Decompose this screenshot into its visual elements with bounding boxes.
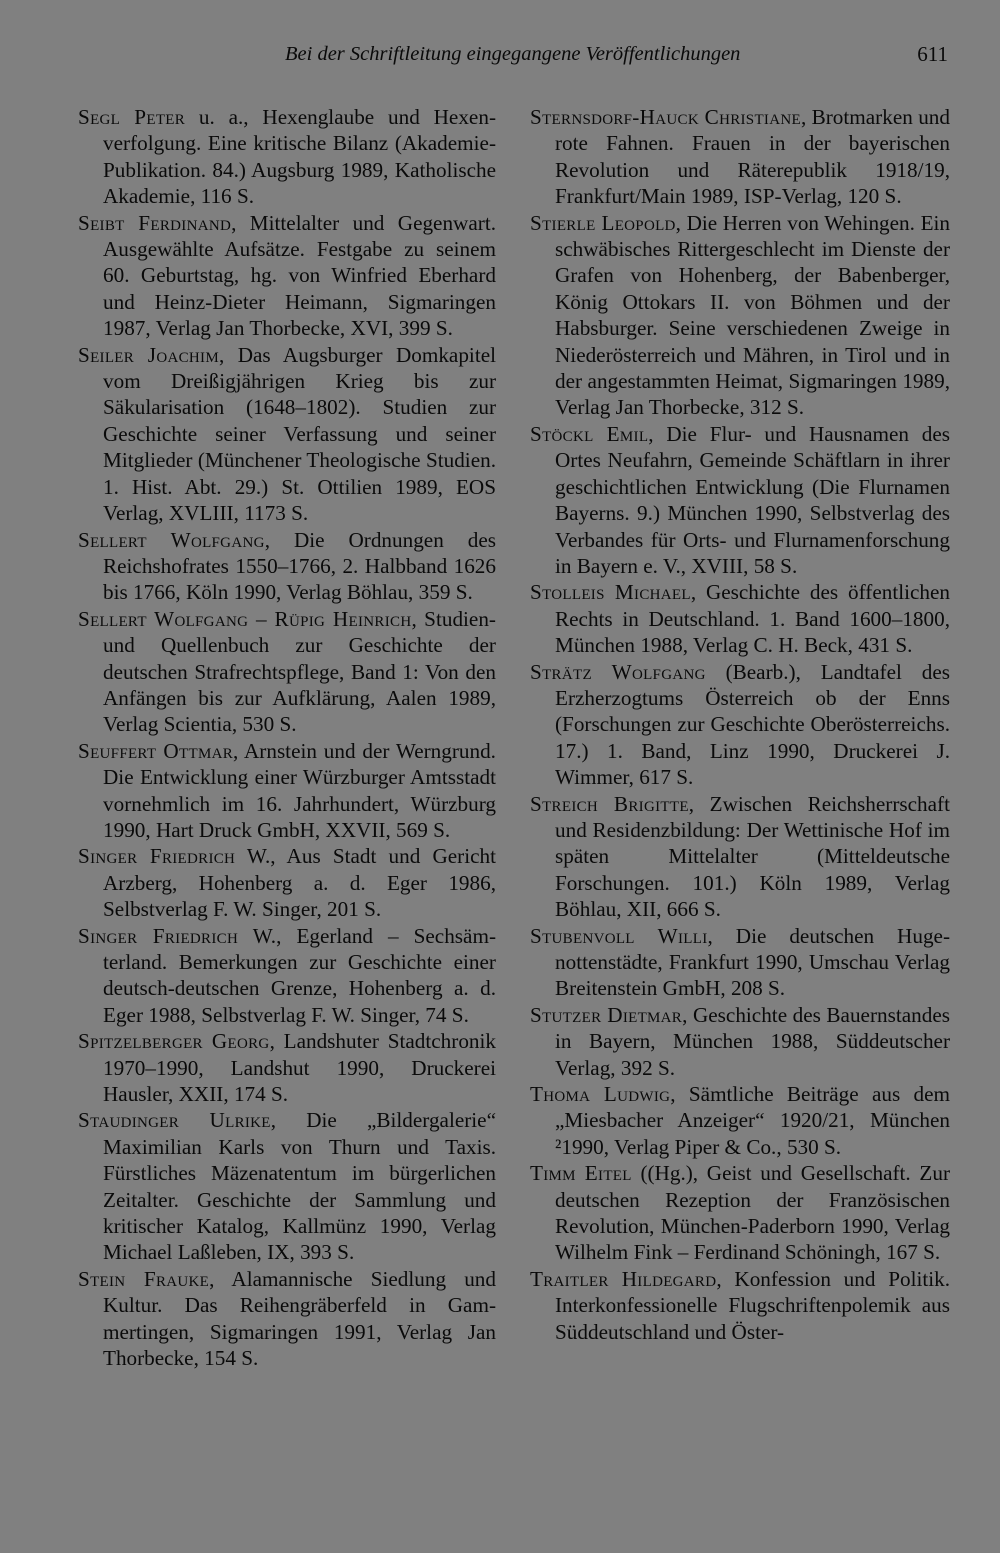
entry-author: Seibt Ferdinand <box>78 210 232 235</box>
entry-author: Stein Frauke <box>78 1266 210 1291</box>
bibliography-entry <box>530 104 950 210</box>
entry-text: , Mittelalter und Gegenwart. Ausgewählte Aufsätze. Festgabe zu seinem 60. Geburtstag, hg. von Winfried Eberhard und Heinz-Dieter Heimann, Sigmaringen 1987, Verlag Jan Thorbecke, XVI, 399 S. <box>103 210 497 341</box>
entry-text: , Studien- und Quellenbuch zur Geschichte der deutschen Strafrechtspflege, Band 1: Von den Anfängen bis zur Aufklärung, Aalen 1989, Verlag Scientia, 530 S. <box>103 606 496 737</box>
entry-author: Singer Friedrich <box>78 923 239 948</box>
entry-text: , Landshuter Stadtchronik 1970–1990, Landshut 1990, Druckerei Hausler, XXII, 174 S. <box>103 1029 496 1107</box>
page-number: 611 <box>917 42 948 66</box>
bibliography-entry <box>530 1160 950 1266</box>
entry-text: , Sämtliche Beiträge aus dem „Miesbacher Anzeiger“ 1920/21, München ²1990, Verlag Piper & Co., 530 S. <box>555 1082 950 1159</box>
bibliography-entry <box>530 421 950 579</box>
bibliography-entry <box>78 923 496 1029</box>
entry-text: , Arnstein und der Werngrund. Die Entwicklung einer Würzburger Amtsstadt vornehmlich im 16. Jahrhundert, Würzburg 1990, Hart Druck GmbH, XXVII, 569 S. <box>103 738 496 842</box>
entry-author: Sellert Wolfgang – Rüpig Heinrich <box>78 606 412 631</box>
bibliography-entry <box>78 1266 496 1372</box>
bibliography-entry <box>78 738 496 844</box>
entry-author: Timm Eitel <box>530 1161 632 1186</box>
right-column <box>530 104 950 1345</box>
entry-author: Thoma Ludwig <box>530 1082 671 1107</box>
entry-text: , Brotmarken und rote Fahnen. Frauen in der bayerischen Revolution und Räterepublik 1918/19, Frankfurt/Main 1989, ISP-Verlag, 120 S. <box>555 105 950 209</box>
bibliography-entry <box>530 659 950 791</box>
entry-text: , Die Flur- und Hausnamen des Ortes Neufahrn, Gemeinde Schäftlarn in ihrer geschichtlichen Entwicklung (Die Flurnamen Bayerns. 9.) München 1990, Selbstverlag des Verbandes für Orts- und Flurnamenforschung in Bayern e. V., XVIII, 58 S. <box>555 421 950 578</box>
entry-text: (Bearb.), Landtafel des Erzherzogtums Österreich ob der Enns (Forschungen zur Geschichte Oberösterreichs. 17.) 1. Band, Linz 1990, Druckerei J. Wimmer, 617 S. <box>555 659 950 790</box>
entry-author: Stolleis Michael <box>530 580 691 605</box>
entry-text: , Die „Bildergalerie“ Maximilian Karls von Thurn und Taxis. Fürstliches Mäzenatentum im bürgerlichen Zeitalter. Geschichte der Sammlung und kritischer Katalog, Kallmünz 1990, Verlag Michael Laßleben, IX, 393 S. <box>103 1108 496 1265</box>
bibliography-entry <box>530 791 950 923</box>
entry-author: Singer Friedrich <box>78 844 236 869</box>
entry-author: Strätz Wolfgang <box>530 659 706 684</box>
bibliography-entry <box>78 104 496 210</box>
entry-text: , Konfession und Politik. Interkonfessionelle Flugschriftenpolemik aus Süddeutschland und Öster- <box>555 1266 951 1344</box>
entry-text: , Geschichte des öffentlichen Rechts in Deutschland. 1. Band 1600–1800, München 1988, Verlag C. H. Beck, 431 S. <box>555 580 950 658</box>
entry-text: , Die Herren von Wehingen. Ein schwäbisches Rittergeschlecht im Dienste der Grafen von Hohenberg, der Babenberger, König Ottokars II. von Böhmen und der Habsburger. Seine verschiedenen Zweige in Niederösterreich und Mähren, in Tirol und in der angestammten Heimat, Sigmaringen 1989, Verlag Jan Thorbecke, 312 S. <box>555 210 950 420</box>
bibliography-entry <box>78 1028 496 1107</box>
bibliography-entry <box>530 1266 950 1345</box>
entry-text: , Alamannische Siedlung und Kultur. Das Reihengräberfeld in Gammertingen, Sigmaringen 1991, Verlag Jan Thorbecke, 154 S. <box>103 1266 496 1371</box>
entry-text: ((Hg.), Geist und Gesellschaft. Zur deutschen Rezeption der Französischen Revolution, München-Paderborn 1990, Verlag Wilhelm Fink – Ferdinand Schöningh, 167 S. <box>555 1161 951 1265</box>
running-title: Bei der Schriftleitung eingegangene Veröffentlichungen <box>285 43 741 65</box>
entry-author: Streich Brigitte <box>530 791 689 816</box>
entry-author: Seuffert Ottmar <box>78 738 234 763</box>
entry-author: Seiler Joachim <box>78 342 219 367</box>
bibliography-entry <box>78 527 496 606</box>
entry-text: W., Aus Stadt und Gericht Arzberg, Hohenberg a. d. Eger 1986, Selbstverlag F. W. Singer, 201 S. <box>103 844 496 922</box>
entry-author: Traitler Hildegard <box>530 1266 717 1291</box>
bibliography-entry <box>78 843 496 922</box>
entry-text: u. a., Hexenglaube und Hexenverfolgung. Eine kritische Bilanz (Akademie-Publikation. 84.) Augsburg 1989, Katholische Akademie, 116 S. <box>103 105 496 209</box>
left-column <box>78 104 496 1372</box>
bibliography-entry <box>530 210 950 421</box>
page-header <box>0 38 1000 72</box>
entry-text: , Geschichte des Bauernstandes in Bayern, München 1988, Süddeutscher Verlag, 392 S. <box>555 1002 950 1080</box>
bibliography-entry <box>530 1002 950 1081</box>
bibliography-entry <box>78 210 496 342</box>
bibliography-entry <box>78 606 496 738</box>
entry-author: Stöckl Emil <box>530 421 649 446</box>
bibliography-entry <box>530 579 950 658</box>
entry-text: , Die Ordnungen des Reichshofrates 1550–1766, 2. Halbband 1626 bis 1766, Köln 1990, Verlag Böhlau, 359 S. <box>103 527 496 605</box>
entry-author: Stierle Leopold <box>530 210 676 235</box>
entry-text: W., Egerland – Sechsämterland. Bemerkungen zur Geschichte einer deutsch-deutschen Grenze, Hohenberg a. d. Eger 1988, Selbstverlag F. W. Singer, 74 S. <box>103 923 496 1027</box>
entry-author: Sternsdorf-Hauck Christiane <box>530 105 801 129</box>
entry-author: Stutzer Dietmar <box>530 1002 683 1027</box>
entry-author: Spitzelberger Georg <box>78 1029 270 1054</box>
entry-text: , Das Augsburger Domkapitel vom Dreißigjährigen Krieg bis zur Säkularisation (1648–1802). Studien zur Geschichte seiner Verfassung und seiner Mitglieder (Münchener Theologische Studien. 1. Hist. Abt. 29.) St. Ottilien 1989, EOS Verlag, XVLIII, 1173 S. <box>103 342 496 526</box>
bibliography-entry <box>530 923 950 1002</box>
entry-author: Stubenvoll Willi <box>530 923 708 948</box>
bibliography-entry <box>78 342 496 527</box>
entry-author: Staudinger Ulrike <box>78 1108 271 1133</box>
bibliography-entry <box>530 1081 950 1160</box>
entry-text: , Zwischen Reichsherrschaft und Residenzbildung: Der Wettinische Hof im späten Mittelalter (Mitteldeutsche Forschungen. 101.) Köln 1989, Verlag Böhlau, XII, 666 S. <box>555 791 950 922</box>
bibliography-entry <box>78 1107 496 1265</box>
entry-author: Sellert Wolfgang <box>78 527 265 552</box>
entry-author: Segl Peter <box>78 105 186 129</box>
entry-text: , Die deutschen Hugenottenstädte, Frankfurt 1990, Umschau Verlag Breitenstein GmbH, 208 S. <box>555 923 950 1001</box>
